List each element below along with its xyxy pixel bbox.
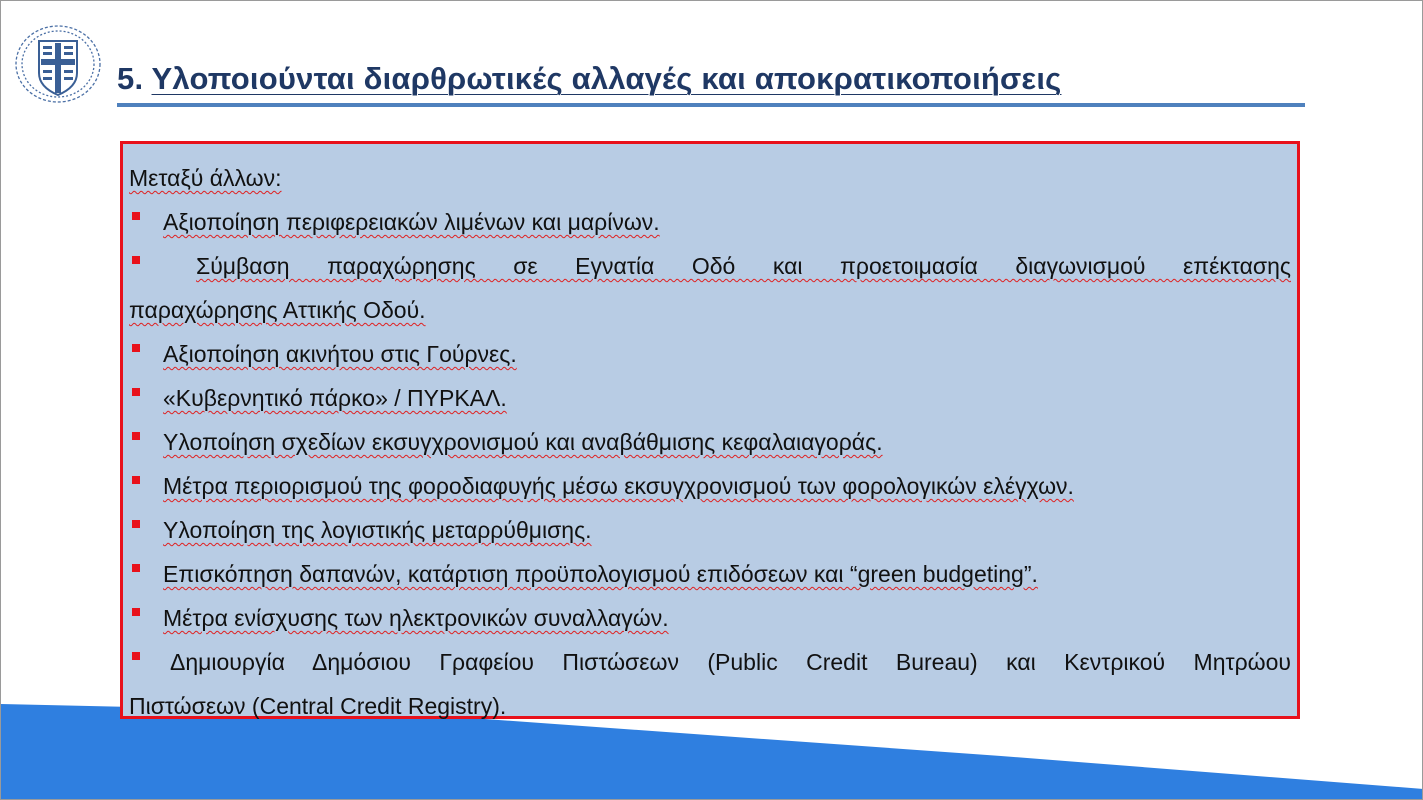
list-item xyxy=(129,420,1291,464)
slide-title xyxy=(117,61,1061,97)
list-item xyxy=(129,464,1291,508)
list-item-text: Υλοποίηση σχεδίων εκσυγχρονισμού και αναβάθμισης κεφαλαιαγοράς. xyxy=(163,429,883,455)
list-item xyxy=(129,552,1291,596)
list-item xyxy=(129,200,1291,244)
list-item-text: «Κυβερνητικό πάρκο» / ΠΥΡΚΑΛ. xyxy=(163,385,507,411)
list-item-text: παραχώρησης Αττικής Οδού. xyxy=(129,297,426,323)
bullet-icon xyxy=(132,388,140,396)
title-number: 5. xyxy=(117,61,152,96)
greek-state-emblem-icon xyxy=(13,23,103,105)
list-item-text: Σύμβαση παραχώρησης σε Εγνατία Οδό και προετοιμασία διαγωνισμού επέκτασης xyxy=(196,253,1291,279)
list-item xyxy=(129,640,1291,684)
list-item-text: Πιστώσεων (Central Credit Registry). xyxy=(129,693,507,719)
bullet-icon xyxy=(132,432,140,440)
list-item xyxy=(129,376,1291,420)
list-item-text: Αξιοποίηση περιφερειακών λιμένων και μαρίνων. xyxy=(163,209,660,235)
bullet-icon xyxy=(132,256,140,264)
content-box xyxy=(120,141,1300,719)
intro-text: Μεταξύ άλλων: xyxy=(129,165,282,191)
title-text: Υλοποιούνται διαρθρωτικές αλλαγές και αποκρατικοποιήσεις xyxy=(151,61,1062,96)
bullet-icon xyxy=(132,476,140,484)
list-item xyxy=(129,596,1291,640)
list-item xyxy=(129,244,1291,288)
bullet-icon xyxy=(132,520,140,528)
list-item-text: Μέτρα περιορισμού της φοροδιαφυγής μέσω εκσυγχρονισμού των φορολογικών ελέγχων. xyxy=(163,473,1074,499)
list-item xyxy=(129,508,1291,552)
list-item-text: Αξιοποίηση ακινήτου στις Γούρνες. xyxy=(163,341,517,367)
bullet-icon xyxy=(132,212,140,220)
list-item-text: Υλοποίηση της λογιστικής μεταρρύθμισης. xyxy=(163,517,592,543)
list-item xyxy=(129,332,1291,376)
bullet-icon xyxy=(132,608,140,616)
bullet-icon xyxy=(132,652,140,660)
list-item-text: Μέτρα ενίσχυσης των ηλεκτρονικών συναλλαγών. xyxy=(163,605,669,631)
list-item-text: Δημιουργία Δημόσιου Γραφείου Πιστώσεων (Public Credit Bureau) και Κεντρικού Μητρώου xyxy=(170,649,1291,675)
content-list xyxy=(129,156,1291,728)
list-item-continuation xyxy=(129,684,1291,728)
bullet-icon xyxy=(132,564,140,572)
title-underline-rule xyxy=(117,103,1305,107)
list-item-continuation xyxy=(129,288,1291,332)
bullet-icon xyxy=(132,344,140,352)
list-item-text: Επισκόπηση δαπανών, κατάρτιση προϋπολογισμού επιδόσεων και “green budgeting”. xyxy=(163,561,1038,587)
